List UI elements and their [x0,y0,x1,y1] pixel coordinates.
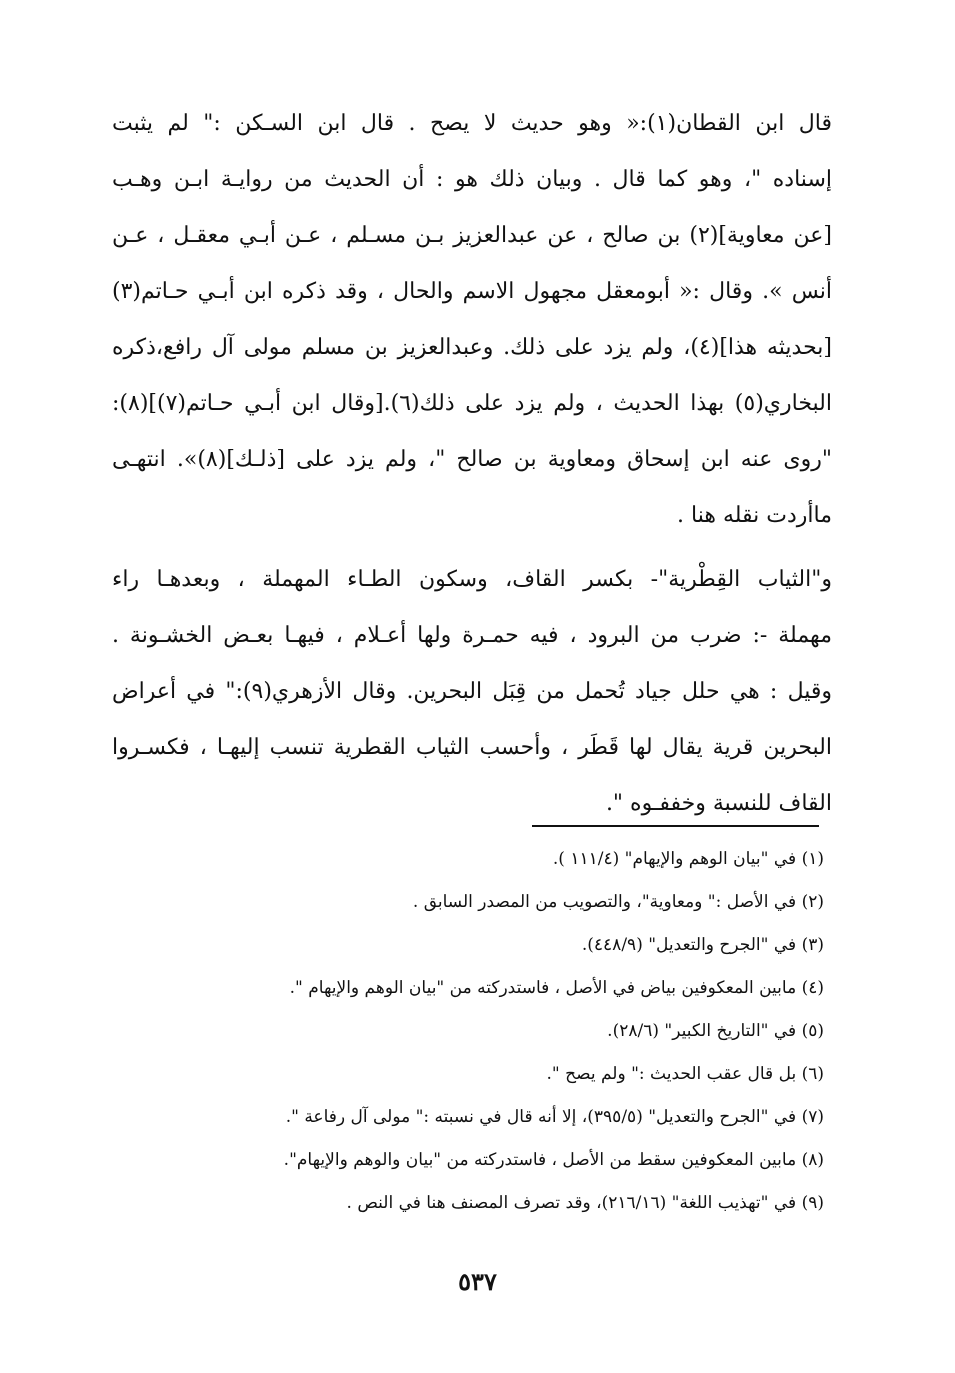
text-line: إسناده "، وهو كما قال . وبيان ذلك هو : أن الحديث من روايـة ابـن وهـب [112,167,832,192]
footnote: (٩) في "تهذيب اللغة" (٢١٦/١٦)، وقد تصرف المصنف هنا في النص . [346,1193,824,1213]
footnotes [112,838,824,1225]
text-line: [بحديثه هذا](٤)، ولم يزد على ذلك. وعبدالعزيز بن مسلم مولى آل رافع،ذكره [112,335,832,360]
text-line: القاف للنسبة وخففـوه ". [605,791,832,816]
page-number: ٥٣٧ [458,1267,497,1296]
text-line: البخاري(٥) بهذا الحديث ، ولم يزد على ذلك(٦).[وقال ابن أبـي حـاتم(٧)](٨): [112,391,832,416]
text-line: "روى عنه ابن إسحاق ومعاوية بن صالح "، ولم يزد على [ذلـك](٨)». انتهـى [112,447,832,472]
footnote: (١) في "بيان الوهم والإيهام" (١١١/٤ ). [552,849,824,869]
footnote: (٥) في "التاريخ الكبير" (٢٨/٦). [607,1021,824,1041]
text-line: مهملة -: ضرب من البرود ، فيه حمـرة ولها أعـلام ، فيهـا بعـض الخشـونة . [112,623,832,648]
footnote: (٨) مابين المعكوفين سقط من الأصل ، فاستدركته من "بيان والوهم والإيهام". [283,1150,824,1170]
footnote: (٦) بل قال عقب الحديث :" ولم يصح ". [546,1064,824,1084]
text-line: و"الثياب القِطْرية"- بكسر القاف، وسكون الطـاء المهملة ، وبعدهـا راء [112,567,832,592]
footnote-separator [532,825,819,827]
footnote: (٢) في الأصل :" ومعاوية"، والتصويب من المصدر السابق . [412,892,824,912]
text-line: ماأردت نقله هنا . [677,503,832,528]
footnote: (٤) مابين المعكوفين بياض في الأصل ، فاستدركته من "بيان الوهم والإيهام ". [289,978,824,998]
text-line: [عن معاوية](٢) بن صالح ، عن عبدالعزيز بـن مسـلم ، عـن أبـي معقـل ، عـن [112,223,832,248]
text-line: وقيل : هي حلل جياد تُحمل من قِبَل البحرين. وقال الأزهري(٩):" في أعراض [112,679,832,704]
main-text [112,96,832,832]
footnote: (٣) في "الجرح والتعديل" (٤٤٨/٩). [581,935,824,955]
footnote: (٧) في "الجرح والتعديل" (٣٩٥/٥)، إلا أنه قال في نسبته :" مولى آل رفاعة ". [285,1107,824,1127]
text-line: قال ابن القطان(١):« وهو حديث لا يصح . قال ابن السـكن :" لم يثبت [112,111,832,136]
text-line: أنس ». وقال :« أبومعقل مجهول الاسم والحال ، وقد ذكره ابن أبـي حـاتم(٣) [112,279,832,304]
text-line: البحرين قرية يقال لها قَطَر ، وأحسب الثياب القطرية تنسب إليهـا ، فكسـروا [112,735,832,760]
